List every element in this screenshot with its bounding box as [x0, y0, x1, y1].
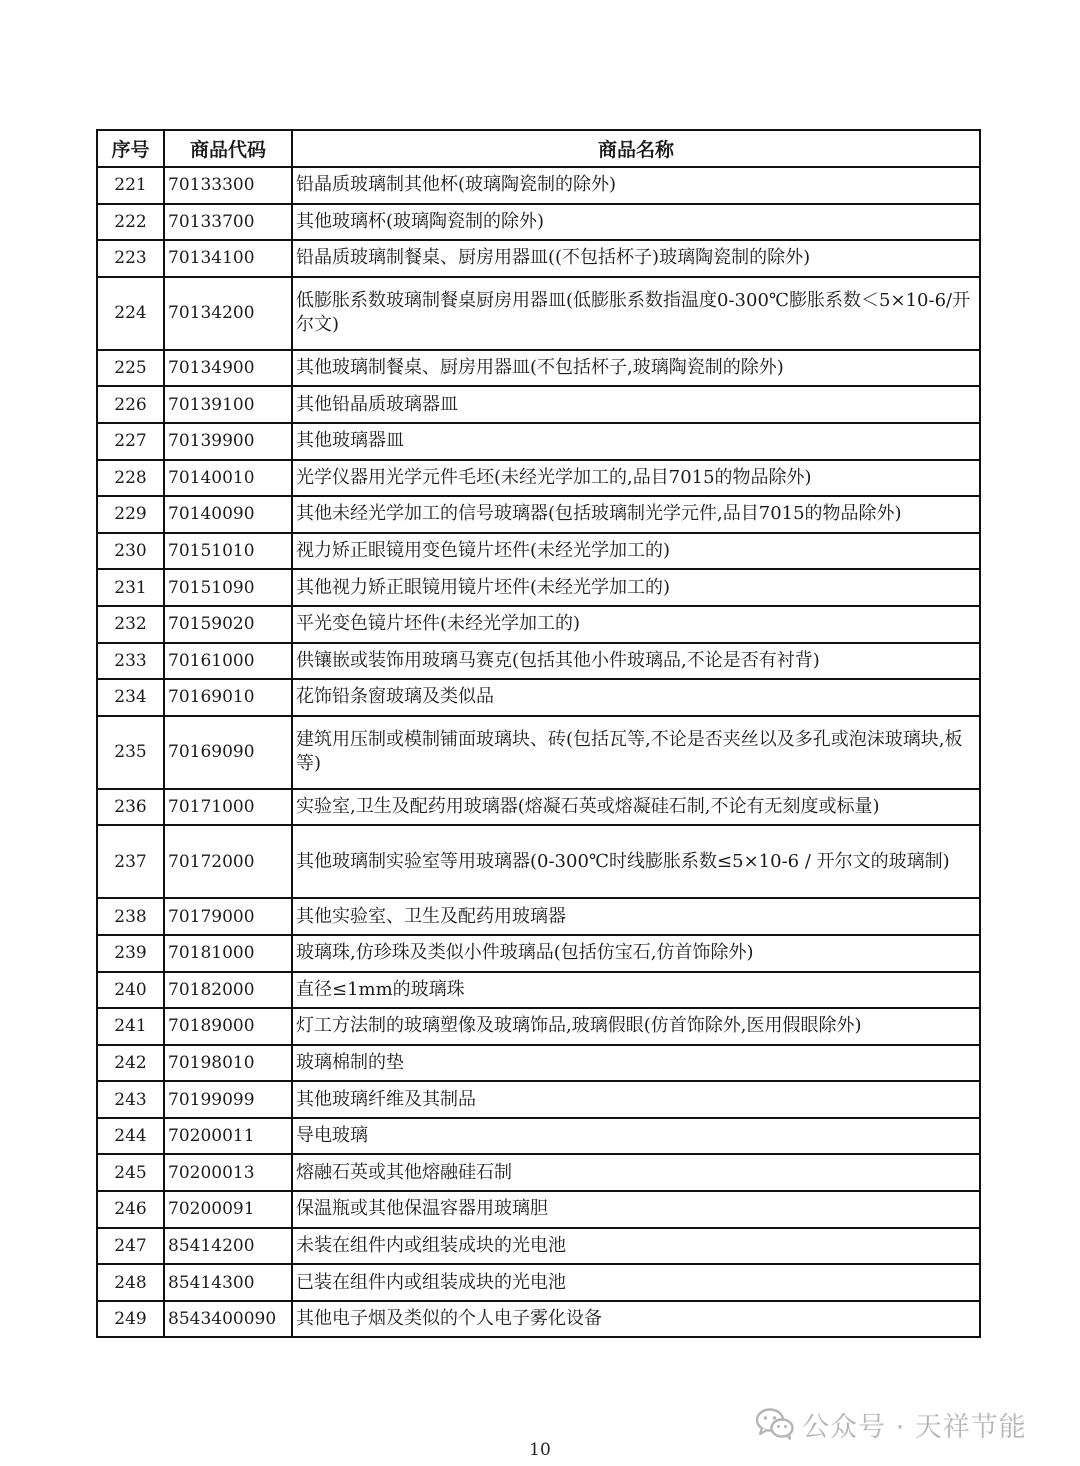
- goods-code-cell: 70151090: [164, 569, 292, 606]
- table-row: [97, 533, 980, 570]
- goods-name-cell: 铅晶质玻璃制其他杯(玻璃陶瓷制的除外): [292, 167, 980, 204]
- goods-table: [96, 129, 981, 1338]
- page-number: 10: [529, 1440, 551, 1460]
- serial-no-cell: 236: [97, 789, 164, 826]
- goods-code-cell: 85414200: [164, 1228, 292, 1265]
- serial-no-cell: 241: [97, 1008, 164, 1045]
- serial-no-cell: 224: [97, 277, 164, 350]
- serial-no-cell: 221: [97, 167, 164, 204]
- serial-no-cell: 240: [97, 972, 164, 1009]
- table-row: [97, 935, 980, 972]
- serial-no-cell: 228: [97, 460, 164, 497]
- goods-name-cell: 建筑用压制或模制铺面玻璃块、砖(包括瓦等,不论是否夹丝以及多孔或泡沫玻璃块,板等): [292, 716, 980, 789]
- table-row: [97, 204, 980, 241]
- goods-code-cell: 70161000: [164, 643, 292, 680]
- goods-name-cell: 低膨胀系数玻璃制餐桌厨房用器皿(低膨胀系数指温度0-300℃膨胀系数＜5×10-6/开尔文): [292, 277, 980, 350]
- table-header-row: [97, 130, 980, 167]
- table-row: [97, 569, 980, 606]
- watermark-text: 公众号 · 天祥节能: [802, 1411, 1027, 1443]
- goods-code-cell: 70134200: [164, 277, 292, 350]
- table-row: [97, 496, 980, 533]
- table-row: [97, 167, 980, 204]
- goods-name-cell: 其他实验室、卫生及配药用玻璃器: [292, 898, 980, 935]
- goods-code-cell: 70182000: [164, 972, 292, 1009]
- serial-no-cell: 245: [97, 1154, 164, 1191]
- serial-no-cell: 222: [97, 204, 164, 241]
- table-row: [97, 1154, 980, 1191]
- goods-code-cell: 70171000: [164, 789, 292, 826]
- table-row: [97, 972, 980, 1009]
- goods-name-cell: 实验室,卫生及配药用玻璃器(熔凝石英或熔凝硅石制,不论有无刻度或标量): [292, 789, 980, 826]
- goods-code-cell: 70139900: [164, 423, 292, 460]
- table-row: [97, 1301, 980, 1338]
- goods-code-cell: 70139100: [164, 386, 292, 423]
- goods-name-cell: 其他玻璃器皿: [292, 423, 980, 460]
- serial-no-cell: 225: [97, 350, 164, 387]
- goods-name-cell: 保温瓶或其他保温容器用玻璃胆: [292, 1191, 980, 1228]
- goods-code-cell: 70133700: [164, 204, 292, 241]
- wechat-watermark: [756, 1404, 1027, 1444]
- goods-name-cell: 铅晶质玻璃制餐桌、厨房用器皿((不包括杯子)玻璃陶瓷制的除外): [292, 240, 980, 277]
- goods-name-cell: 未装在组件内或组装成块的光电池: [292, 1228, 980, 1265]
- serial-no-cell: 227: [97, 423, 164, 460]
- table-row: [97, 679, 980, 716]
- goods-code-cell: 70151010: [164, 533, 292, 570]
- table-row: [97, 1045, 980, 1082]
- serial-no-cell: 230: [97, 533, 164, 570]
- goods-name-cell: 灯工方法制的玻璃塑像及玻璃饰品,玻璃假眼(仿首饰除外,医用假眼除外): [292, 1008, 980, 1045]
- serial-no-cell: 231: [97, 569, 164, 606]
- goods-code-cell: 8543400090: [164, 1301, 292, 1338]
- goods-code-cell: 70189000: [164, 1008, 292, 1045]
- goods-code-cell: 70140090: [164, 496, 292, 533]
- serial-no-cell: 233: [97, 643, 164, 680]
- goods-name-cell: 花饰铅条窗玻璃及类似品: [292, 679, 980, 716]
- goods-name-cell: 熔融石英或其他熔融硅石制: [292, 1154, 980, 1191]
- goods-code-cell: 70172000: [164, 825, 292, 898]
- goods-code-cell: 70169090: [164, 716, 292, 789]
- goods-code-cell: 70200013: [164, 1154, 292, 1191]
- table-row: [97, 386, 980, 423]
- serial-no-cell: 238: [97, 898, 164, 935]
- serial-no-cell: 239: [97, 935, 164, 972]
- serial-no-cell: 249: [97, 1301, 164, 1338]
- serial-no-cell: 248: [97, 1264, 164, 1301]
- goods-code-cell: 70134900: [164, 350, 292, 387]
- goods-name-cell: 光学仪器用光学元件毛坯(未经光学加工的,品目7015的物品除外): [292, 460, 980, 497]
- goods-name-cell: 玻璃棉制的垫: [292, 1045, 980, 1082]
- table-row: [97, 423, 980, 460]
- serial-no-cell: 232: [97, 606, 164, 643]
- goods-name-cell: 其他铅晶质玻璃器皿: [292, 386, 980, 423]
- goods-name-cell: 其他电子烟及类似的个人电子雾化设备: [292, 1301, 980, 1338]
- table-row: [97, 277, 980, 350]
- serial-no-cell: 226: [97, 386, 164, 423]
- goods-name-cell: 已装在组件内或组装成块的光电池: [292, 1264, 980, 1301]
- serial-no-cell: 244: [97, 1118, 164, 1155]
- goods-name-cell: 其他未经光学加工的信号玻璃器(包括玻璃制光学元件,品目7015的物品除外): [292, 496, 980, 533]
- table-row: [97, 460, 980, 497]
- goods-code-cell: 70134100: [164, 240, 292, 277]
- table-row: [97, 240, 980, 277]
- serial-no-cell: 234: [97, 679, 164, 716]
- goods-name-cell: 视力矫正眼镜用变色镜片坯件(未经光学加工的): [292, 533, 980, 570]
- table-row: [97, 1191, 980, 1228]
- serial-no-cell: 223: [97, 240, 164, 277]
- goods-code-cell: 70169010: [164, 679, 292, 716]
- table-row: [97, 1264, 980, 1301]
- goods-code-cell: 85414300: [164, 1264, 292, 1301]
- goods-name-cell: 其他玻璃杯(玻璃陶瓷制的除外): [292, 204, 980, 241]
- table-row: [97, 789, 980, 826]
- serial-no-cell: 229: [97, 496, 164, 533]
- serial-no-cell: 237: [97, 825, 164, 898]
- goods-code-cell: 70179000: [164, 898, 292, 935]
- goods-code-cell: 70181000: [164, 935, 292, 972]
- serial-no-cell: 246: [97, 1191, 164, 1228]
- table-row: [97, 1008, 980, 1045]
- serial-no-cell: 242: [97, 1045, 164, 1082]
- goods-name-cell: 平光变色镜片坯件(未经光学加工的): [292, 606, 980, 643]
- goods-name-cell: 玻璃珠,仿珍珠及类似小件玻璃品(包括仿宝石,仿首饰除外): [292, 935, 980, 972]
- header-goods-name: 商品名称: [292, 130, 980, 167]
- goods-name-cell: 其他玻璃纤维及其制品: [292, 1081, 980, 1118]
- goods-code-cell: 70198010: [164, 1045, 292, 1082]
- goods-name-cell: 其他视力矫正眼镜用镜片坯件(未经光学加工的): [292, 569, 980, 606]
- header-goods-code: 商品代码: [164, 130, 292, 167]
- goods-code-cell: 70140010: [164, 460, 292, 497]
- serial-no-cell: 243: [97, 1081, 164, 1118]
- goods-name-cell: 供镶嵌或装饰用玻璃马赛克(包括其他小件玻璃品,不论是否有衬背): [292, 643, 980, 680]
- goods-code-cell: 70200011: [164, 1118, 292, 1155]
- goods-name-cell: 直径≤1mm的玻璃珠: [292, 972, 980, 1009]
- table-row: [97, 1081, 980, 1118]
- goods-code-cell: 70133300: [164, 167, 292, 204]
- table-row: [97, 825, 980, 898]
- table-row: [97, 1118, 980, 1155]
- table-row: [97, 716, 980, 789]
- goods-name-cell: 导电玻璃: [292, 1118, 980, 1155]
- header-serial-no: 序号: [97, 130, 164, 167]
- serial-no-cell: 235: [97, 716, 164, 789]
- goods-name-cell: 其他玻璃制餐桌、厨房用器皿(不包括杯子,玻璃陶瓷制的除外): [292, 350, 980, 387]
- serial-no-cell: 247: [97, 1228, 164, 1265]
- table-row: [97, 898, 980, 935]
- goods-code-cell: 70199099: [164, 1081, 292, 1118]
- table-row: [97, 350, 980, 387]
- table-row: [97, 606, 980, 643]
- goods-code-cell: 70200091: [164, 1191, 292, 1228]
- table-row: [97, 1228, 980, 1265]
- wechat-icon: [756, 1408, 794, 1440]
- goods-code-cell: 70159020: [164, 606, 292, 643]
- table-row: [97, 643, 980, 680]
- goods-name-cell: 其他玻璃制实验室等用玻璃器(0-300℃时线膨胀系数≤5×10-6 / 开尔文的玻璃制): [292, 825, 980, 898]
